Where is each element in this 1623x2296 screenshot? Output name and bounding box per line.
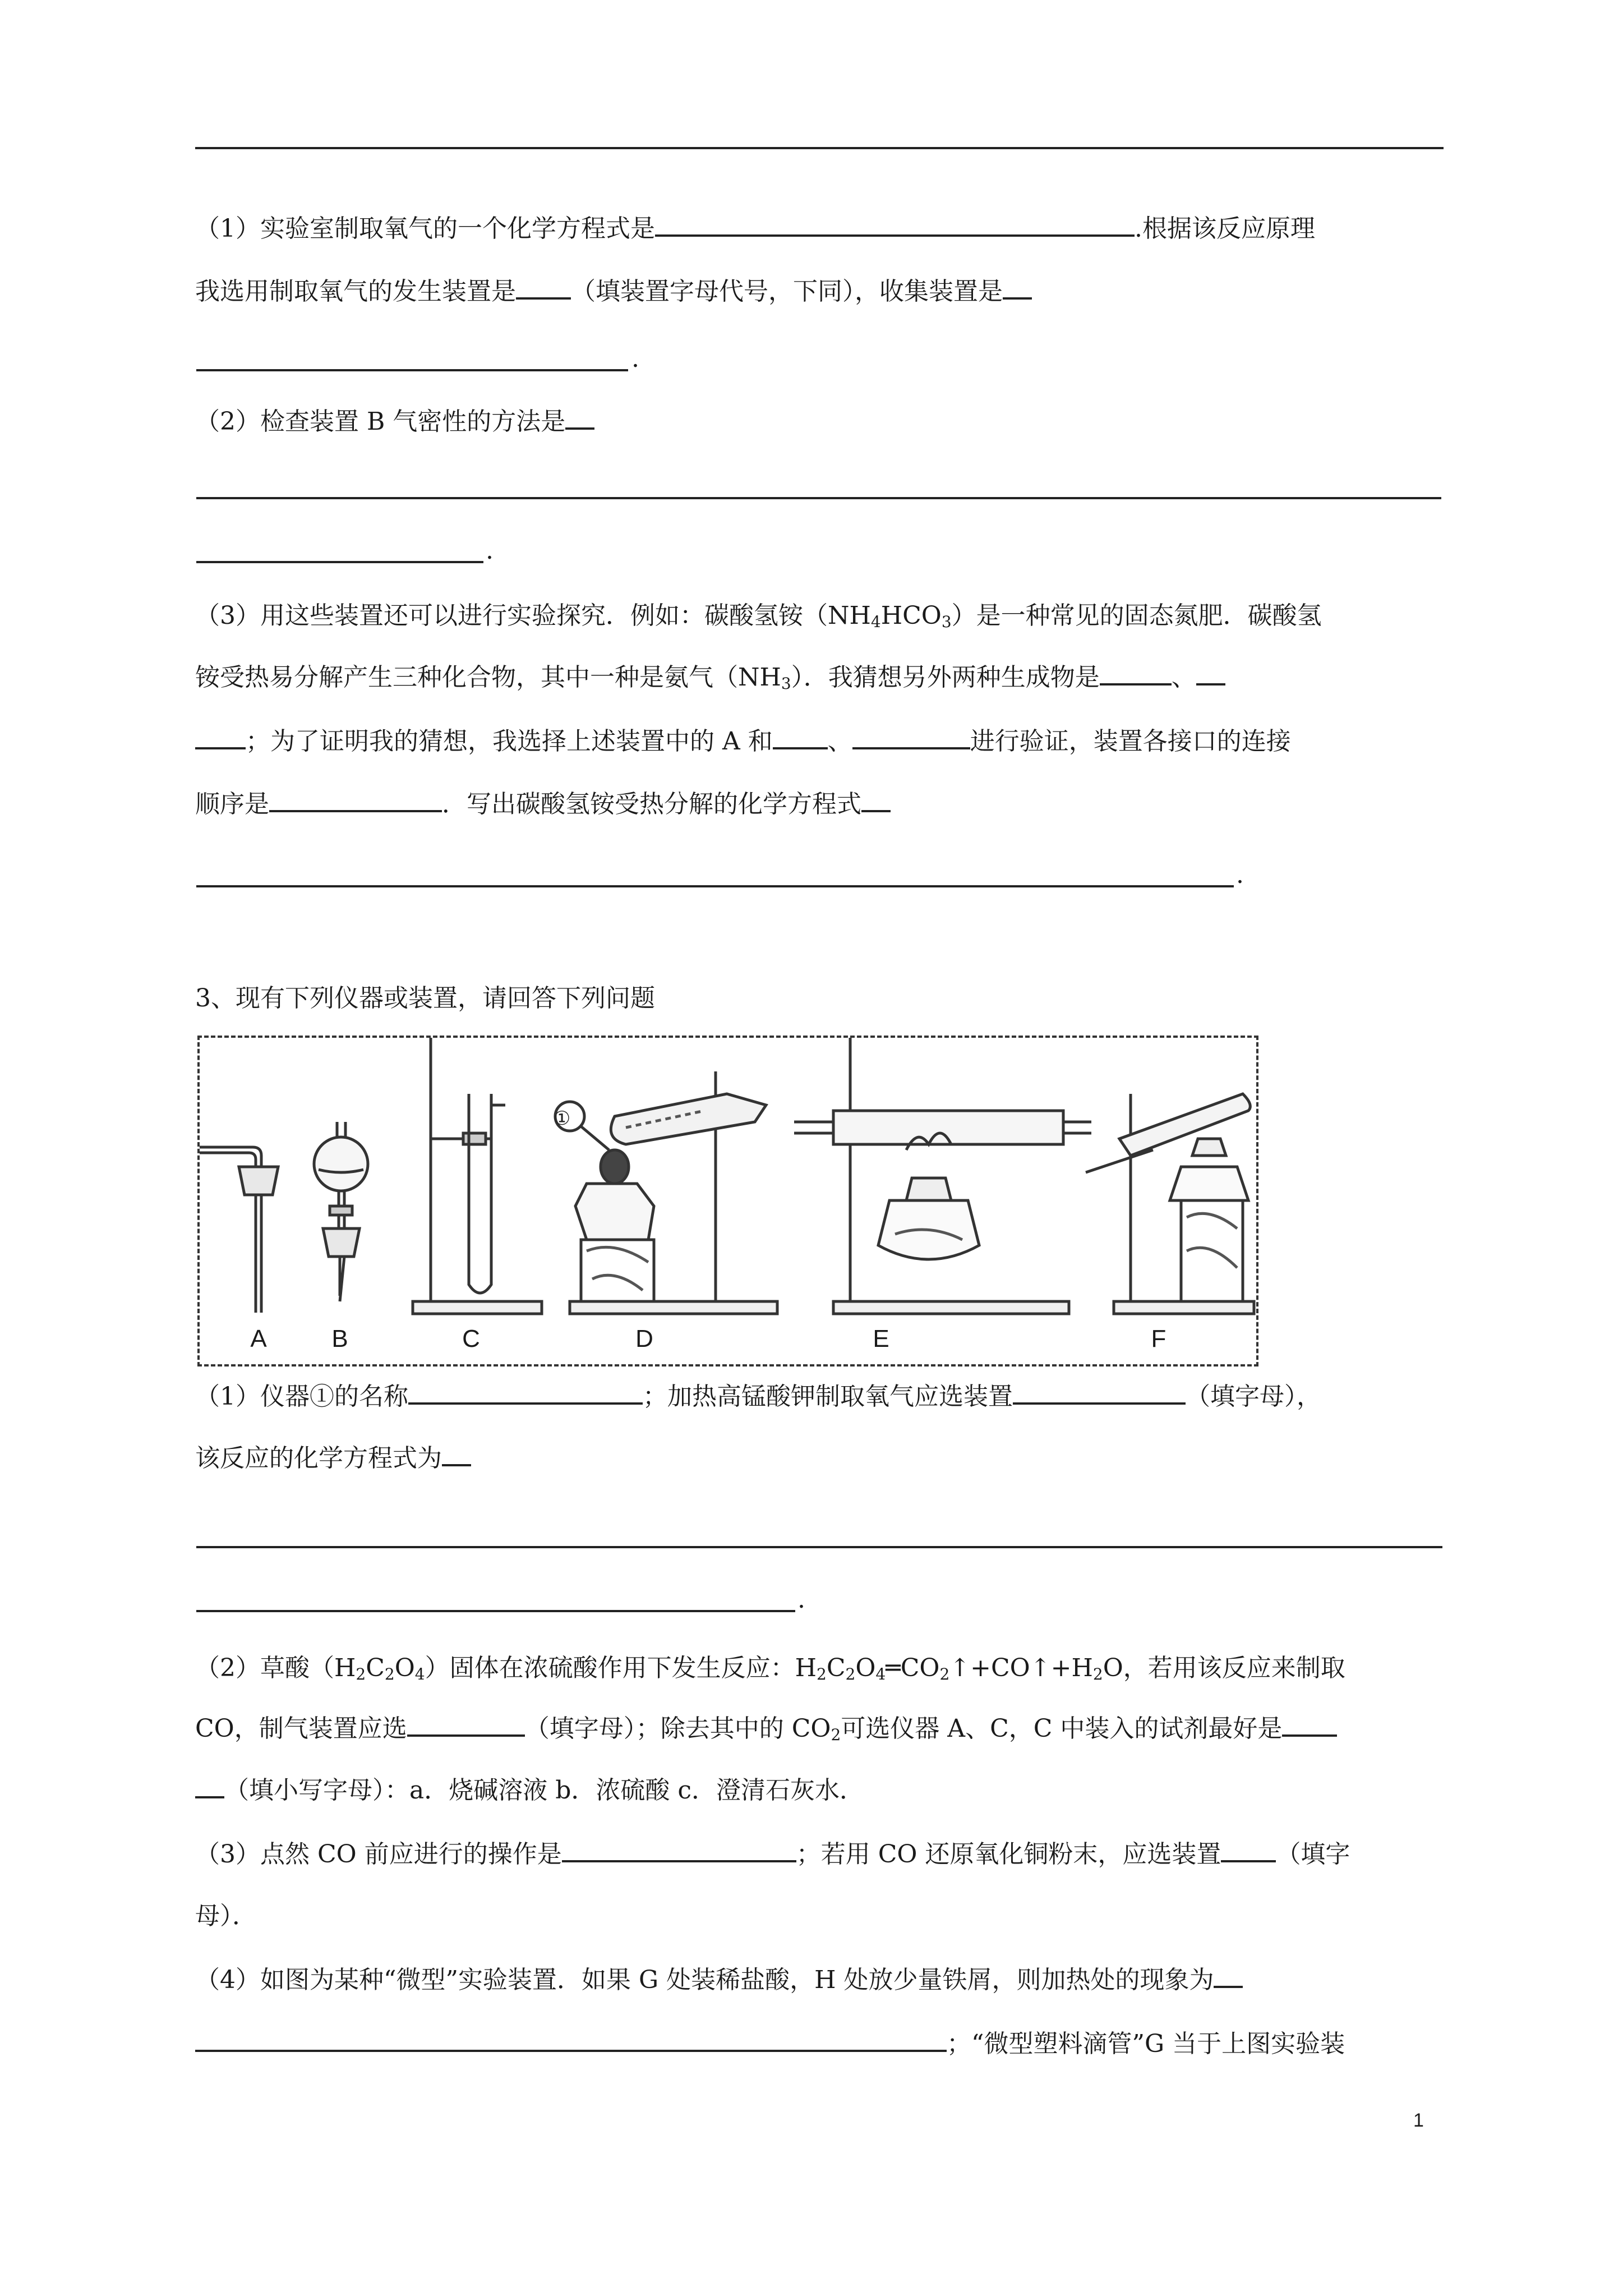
answer-blank[interactable] [852, 744, 970, 749]
apparatus-d [555, 1071, 777, 1314]
answer-blank[interactable] [1100, 680, 1172, 685]
answer-line[interactable] [196, 1610, 795, 1612]
q3-p1-line1: （1）仪器①的名称 ；加热高锰酸钾制取氧气应选装置 （填字母）， [195, 1382, 1321, 1411]
apparatus-f [1086, 1094, 1254, 1314]
figure-label-d: D [635, 1325, 653, 1352]
answer-blank[interactable] [1003, 294, 1032, 300]
q2-p1-line2: 我选用制取氧气的发生装置是 （填装置字母代号，下同），收集装置是 [195, 275, 1032, 309]
q2-p3-line1: （3）用这些装置还可以进行实验探究．例如：碳酸氢铵$(NH_4HCO_3)$是一种常见的固态氮肥．碳酸氢 [195, 601, 1322, 631]
q3-p4-line1: （4）如图为某种“微型”实验装置．如果 G 处装稀盐酸，H 处放少量铁屑，则加热处的现象为 [195, 1963, 1243, 1997]
answer-blank[interactable] [407, 1731, 525, 1737]
header-rule [195, 147, 1444, 149]
sentence-end: . [486, 536, 494, 565]
figure-label-a: A [250, 1325, 267, 1352]
apparatus-b [314, 1122, 368, 1301]
answer-line[interactable] [196, 561, 483, 563]
q3-p2-line1: （2）草酸$(H_2C_2O_4)$固体在浓硫酸作用下发生反应：$H_2C_2O_4═CO_2↑+CO↑+H_2O$，若用该反应来制取 [195, 1654, 1345, 1683]
sentence-end: . [797, 1585, 805, 1614]
apparatus-drawing [200, 1038, 1256, 1318]
figure-label-c: C [462, 1325, 480, 1352]
q2-p3-line2: 铵受热易分解产生三种化合物，其中一种是氨气$(NH_3)$．我猜想另外两种生成物是 、 [195, 661, 1225, 694]
figure-label-e: E [873, 1325, 889, 1352]
answer-line[interactable] [196, 369, 628, 371]
q3-p4-line2: ；“微型塑料滴管”G 当于上图实验装 [195, 2027, 1345, 2061]
page-number: 1 [1413, 2110, 1424, 2131]
answer-blank[interactable] [442, 1461, 471, 1466]
q2-p3-line3: ；为了证明我的猜想，我选择上述装置中的 A 和 、 进行验证，装置各接口的连接 [195, 725, 1291, 758]
answer-blank[interactable] [562, 1857, 796, 1862]
figure-label-b: B [331, 1325, 348, 1352]
circle-marker: ① [553, 1108, 571, 1129]
answer-blank[interactable] [195, 1793, 224, 1798]
answer-blank[interactable] [861, 807, 891, 812]
answer-line[interactable] [196, 885, 1234, 887]
answer-blank[interactable] [773, 744, 828, 749]
q3-p2-line3: （填小写字母）：a．烧碱溶液 b．浓硫酸 c．澄清石灰水． [195, 1774, 864, 1807]
answer-line[interactable] [196, 497, 1441, 499]
q2-p2-line1: （2）检查装置 B 气密性的方法是 [195, 405, 594, 439]
answer-blank[interactable] [1196, 680, 1225, 685]
answer-blank[interactable] [408, 1399, 643, 1405]
q2-p3-line4: 顺序是 ．写出碳酸氢铵受热分解的化学方程式 [195, 788, 891, 821]
answer-blank[interactable] [1282, 1731, 1337, 1737]
q3-p2-line2: CO，制气装置应选 （填字母）；除去其中的 $CO_2$可选仪器 A、C，C 中装入的试剂最好是 [195, 1712, 1337, 1746]
answer-blank[interactable] [565, 424, 594, 430]
apparatus-e [794, 1038, 1091, 1314]
sentence-end: . [1236, 861, 1244, 889]
q2-p1-line1: （1）实验室制取氧气的一个化学方程式是 .根据该反应原理 [195, 214, 1315, 243]
answer-blank[interactable] [195, 2046, 947, 2052]
apparatus-c [413, 1038, 542, 1314]
answer-blank[interactable] [269, 807, 442, 812]
q3-p3-line2: 母）． [195, 1902, 257, 1930]
apparatus-a [200, 1147, 278, 1313]
answer-blank[interactable] [1221, 1857, 1276, 1862]
q3-p3-line1: （3）点然 CO 前应进行的操作是 ；若用 CO 还原氧化铜粉末，应选装置 （填字 [195, 1840, 1350, 1869]
answer-blank[interactable] [516, 294, 571, 300]
answer-blank[interactable] [1214, 1982, 1243, 1988]
answer-blank[interactable] [655, 231, 1135, 237]
q3-p1-line2: 该反应的化学方程式为 [195, 1442, 471, 1475]
answer-blank[interactable] [195, 744, 246, 749]
answer-blank[interactable] [1013, 1399, 1186, 1405]
q3-heading: 3、现有下列仪器或装置，请回答下列问题 [195, 984, 655, 1013]
apparatus-figure [197, 1036, 1258, 1366]
sentence-end: . [631, 344, 639, 373]
answer-line[interactable] [196, 1546, 1442, 1548]
figure-label-f: F [1151, 1325, 1166, 1352]
